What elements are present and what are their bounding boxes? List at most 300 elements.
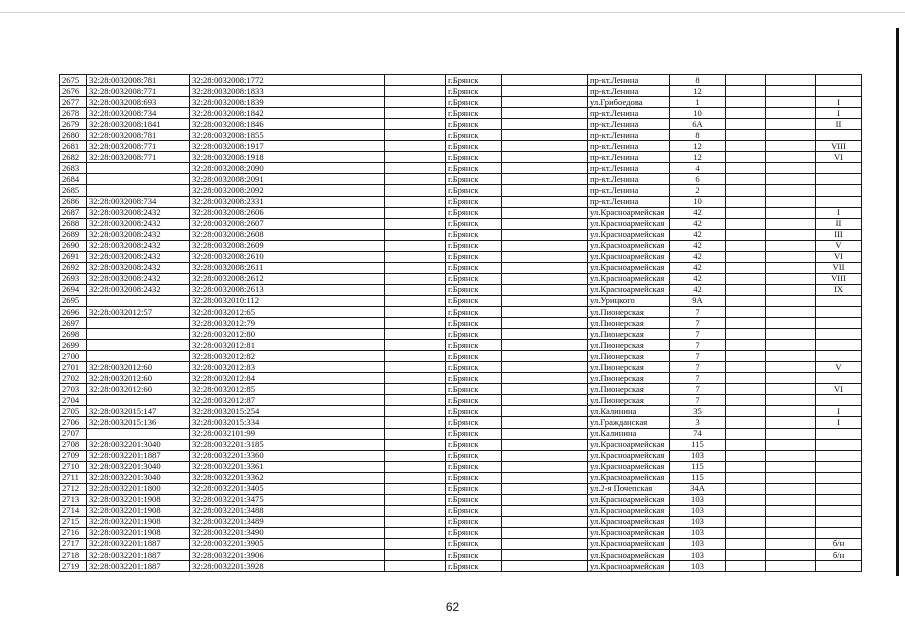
house-number-cell: 3: [670, 417, 726, 428]
premise-number-cell: I: [816, 97, 862, 108]
house-number-cell: 7: [670, 384, 726, 395]
blank-cell: [726, 417, 766, 428]
parent-cadastral-cell: 32:28:0032201:1800: [87, 483, 190, 494]
blank-cell: [766, 483, 816, 494]
blank-cell: [502, 108, 588, 119]
cadastral-number-cell: 32:28:0032008:1839: [190, 97, 385, 108]
city-cell: г.Брянск: [446, 461, 502, 472]
house-number-cell: 103: [670, 538, 726, 549]
blank-cell: [766, 119, 816, 130]
cadastral-number-cell: 32:28:0032201:3361: [190, 461, 385, 472]
blank-cell: [766, 318, 816, 329]
house-number-cell: 7: [670, 351, 726, 362]
blank-cell: [385, 141, 446, 152]
row-number-cell: 2702: [60, 373, 87, 384]
street-cell: ул.Красноармейская: [588, 561, 670, 572]
row-number-cell: 2681: [60, 141, 87, 152]
house-number-cell: 42: [670, 218, 726, 229]
city-cell: г.Брянск: [446, 97, 502, 108]
parent-cadastral-cell: 32:28:0032012:60: [87, 384, 190, 395]
blank-cell: [385, 251, 446, 262]
table-row: [60, 417, 862, 428]
blank-cell: [385, 86, 446, 97]
street-cell: пр-кт.Ленина: [588, 130, 670, 141]
city-cell: г.Брянск: [446, 384, 502, 395]
blank-cell: [502, 362, 588, 373]
blank-cell: [385, 119, 446, 130]
table-row: [60, 251, 862, 262]
parent-cadastral-cell: 32:28:0032008:2432: [87, 262, 190, 273]
parent-cadastral-cell: 32:28:0032008:1841: [87, 119, 190, 130]
street-cell: ул.Красноармейская: [588, 284, 670, 295]
parent-cadastral-cell: 32:28:0032015:147: [87, 406, 190, 417]
street-cell: ул.Калинина: [588, 428, 670, 439]
city-cell: г.Брянск: [446, 119, 502, 130]
parent-cadastral-cell: 32:28:0032008:2432: [87, 218, 190, 229]
parent-cadastral-cell: 32:28:0032008:771: [87, 86, 190, 97]
row-number-cell: 2701: [60, 362, 87, 373]
table-row: [60, 550, 862, 561]
row-number-cell: 2715: [60, 516, 87, 527]
blank-cell: [766, 538, 816, 549]
city-cell: г.Брянск: [446, 75, 502, 86]
blank-cell: [726, 384, 766, 395]
blank-cell: [726, 262, 766, 273]
blank-cell: [726, 141, 766, 152]
cadastral-number-cell: 32:28:0032008:1833: [190, 86, 385, 97]
table-row: [60, 362, 862, 373]
blank-cell: [385, 306, 446, 317]
cadastral-number-cell: 32:28:0032008:2613: [190, 284, 385, 295]
blank-cell: [726, 97, 766, 108]
house-number-cell: 103: [670, 516, 726, 527]
blank-cell: [726, 108, 766, 119]
house-number-cell: 35: [670, 406, 726, 417]
row-number-cell: 2677: [60, 97, 87, 108]
table-row: [60, 494, 862, 505]
street-cell: ул.Красноармейская: [588, 550, 670, 561]
row-number-cell: 2686: [60, 196, 87, 207]
blank-cell: [502, 229, 588, 240]
city-cell: г.Брянск: [446, 362, 502, 373]
blank-cell: [502, 527, 588, 538]
blank-cell: [726, 240, 766, 251]
blank-cell: [385, 152, 446, 163]
blank-cell: [766, 395, 816, 406]
blank-cell: [502, 119, 588, 130]
premise-number-cell: VIII: [816, 141, 862, 152]
parent-cadastral-cell: 32:28:0032201:3040: [87, 472, 190, 483]
table-row: [60, 130, 862, 141]
house-number-cell: 8: [670, 130, 726, 141]
street-cell: пр-кт.Ленина: [588, 174, 670, 185]
street-cell: ул.Красноармейская: [588, 472, 670, 483]
street-cell: ул.Пионерская: [588, 384, 670, 395]
table-row: [60, 86, 862, 97]
cadastral-number-cell: 32:28:0032201:3360: [190, 450, 385, 461]
street-cell: ул.Красноармейская: [588, 207, 670, 218]
cadastral-number-cell: 32:28:0032012:85: [190, 384, 385, 395]
city-cell: г.Брянск: [446, 340, 502, 351]
city-cell: г.Брянск: [446, 395, 502, 406]
house-number-cell: 42: [670, 240, 726, 251]
blank-cell: [766, 561, 816, 572]
house-number-cell: 103: [670, 494, 726, 505]
city-cell: г.Брянск: [446, 218, 502, 229]
parent-cadastral-cell: 32:28:0032008:2432: [87, 229, 190, 240]
blank-cell: [726, 273, 766, 284]
premise-number-cell: [816, 318, 862, 329]
premise-number-cell: б/н: [816, 538, 862, 549]
house-number-cell: 12: [670, 86, 726, 97]
house-number-cell: 42: [670, 229, 726, 240]
blank-cell: [726, 174, 766, 185]
page-number: 62: [445, 600, 460, 614]
parent-cadastral-cell: 32:28:0032201:3040: [87, 461, 190, 472]
table-row: [60, 196, 862, 207]
city-cell: г.Брянск: [446, 152, 502, 163]
row-number-cell: 2713: [60, 494, 87, 505]
parent-cadastral-cell: 32:28:0032201:1908: [87, 527, 190, 538]
blank-cell: [385, 262, 446, 273]
blank-cell: [385, 163, 446, 174]
blank-cell: [726, 329, 766, 340]
city-cell: г.Брянск: [446, 516, 502, 527]
premise-number-cell: [816, 428, 862, 439]
blank-cell: [502, 306, 588, 317]
city-cell: г.Брянск: [446, 196, 502, 207]
premise-number-cell: [816, 561, 862, 572]
table-row: [60, 516, 862, 527]
blank-cell: [766, 174, 816, 185]
street-cell: ул.Грибоедова: [588, 97, 670, 108]
city-cell: г.Брянск: [446, 108, 502, 119]
street-cell: пр-кт.Ленина: [588, 86, 670, 97]
premise-number-cell: [816, 185, 862, 196]
table-row: [60, 561, 862, 572]
blank-cell: [766, 550, 816, 561]
row-number-cell: 2700: [60, 351, 87, 362]
table-row: [60, 340, 862, 351]
house-number-cell: 42: [670, 262, 726, 273]
premise-number-cell: [816, 494, 862, 505]
blank-cell: [766, 108, 816, 119]
blank-cell: [385, 384, 446, 395]
city-cell: г.Брянск: [446, 494, 502, 505]
cadastral-number-cell: 32:28:0032201:3362: [190, 472, 385, 483]
parent-cadastral-cell: 32:28:0032012:60: [87, 362, 190, 373]
blank-cell: [385, 97, 446, 108]
city-cell: г.Брянск: [446, 472, 502, 483]
premise-number-cell: VI: [816, 251, 862, 262]
blank-cell: [726, 472, 766, 483]
parent-cadastral-cell: 32:28:0032008:734: [87, 108, 190, 119]
premise-number-cell: [816, 505, 862, 516]
blank-cell: [385, 406, 446, 417]
blank-cell: [766, 130, 816, 141]
street-cell: ул.Красноармейская: [588, 439, 670, 450]
cadastral-number-cell: 32:28:0032008:2612: [190, 273, 385, 284]
house-number-cell: 10: [670, 108, 726, 119]
blank-cell: [766, 218, 816, 229]
parent-cadastral-cell: 32:28:0032201:1908: [87, 505, 190, 516]
parent-cadastral-cell: 32:28:0032012:60: [87, 373, 190, 384]
row-number-cell: 2692: [60, 262, 87, 273]
blank-cell: [385, 373, 446, 384]
table-row: [60, 483, 862, 494]
table-row: [60, 273, 862, 284]
street-cell: пр-кт.Ленина: [588, 185, 670, 196]
blank-cell: [385, 218, 446, 229]
blank-cell: [502, 185, 588, 196]
street-cell: ул.Пионерская: [588, 340, 670, 351]
cadastral-number-cell: 32:28:0032012:84: [190, 373, 385, 384]
premise-number-cell: [816, 196, 862, 207]
parent-cadastral-cell: 32:28:0032008:2432: [87, 273, 190, 284]
table-row: [60, 428, 862, 439]
blank-cell: [502, 251, 588, 262]
street-cell: ул.Пионерская: [588, 373, 670, 384]
city-cell: г.Брянск: [446, 538, 502, 549]
parent-cadastral-cell: [87, 295, 190, 306]
blank-cell: [502, 75, 588, 86]
city-cell: г.Брянск: [446, 251, 502, 262]
blank-cell: [502, 86, 588, 97]
cadastral-number-cell: 32:28:0032008:2608: [190, 229, 385, 240]
blank-cell: [385, 229, 446, 240]
street-cell: ул.Красноармейская: [588, 240, 670, 251]
blank-cell: [502, 130, 588, 141]
parent-cadastral-cell: 32:28:0032201:1887: [87, 550, 190, 561]
registry-table-body: [60, 75, 862, 572]
cadastral-number-cell: 32:28:0032012:65: [190, 306, 385, 317]
premise-number-cell: [816, 439, 862, 450]
city-cell: г.Брянск: [446, 229, 502, 240]
table-row: [60, 240, 862, 251]
premise-number-cell: I: [816, 207, 862, 218]
blank-cell: [766, 527, 816, 538]
blank-cell: [502, 196, 588, 207]
table-row: [60, 108, 862, 119]
table-row: [60, 75, 862, 86]
street-cell: ул.Красноармейская: [588, 450, 670, 461]
blank-cell: [502, 318, 588, 329]
blank-cell: [385, 185, 446, 196]
house-number-cell: 115: [670, 461, 726, 472]
table-row: [60, 318, 862, 329]
blank-cell: [502, 284, 588, 295]
blank-cell: [726, 351, 766, 362]
parent-cadastral-cell: 32:28:0032201:1908: [87, 516, 190, 527]
premise-number-cell: VI: [816, 152, 862, 163]
house-number-cell: 1: [670, 97, 726, 108]
city-cell: г.Брянск: [446, 561, 502, 572]
blank-cell: [766, 141, 816, 152]
row-number-cell: 2675: [60, 75, 87, 86]
scan-top-rule: [0, 12, 905, 13]
blank-cell: [502, 561, 588, 572]
blank-cell: [726, 450, 766, 461]
house-number-cell: 6: [670, 174, 726, 185]
blank-cell: [502, 351, 588, 362]
row-number-cell: 2704: [60, 395, 87, 406]
blank-cell: [766, 185, 816, 196]
row-number-cell: 2711: [60, 472, 87, 483]
street-cell: ул.Красноармейская: [588, 229, 670, 240]
row-number-cell: 2718: [60, 550, 87, 561]
premise-number-cell: II: [816, 218, 862, 229]
table-row: [60, 306, 862, 317]
street-cell: ул.Пионерская: [588, 362, 670, 373]
house-number-cell: 103: [670, 527, 726, 538]
blank-cell: [766, 494, 816, 505]
house-number-cell: 7: [670, 329, 726, 340]
blank-cell: [726, 439, 766, 450]
row-number-cell: 2694: [60, 284, 87, 295]
parent-cadastral-cell: [87, 329, 190, 340]
row-number-cell: 2709: [60, 450, 87, 461]
premise-number-cell: [816, 461, 862, 472]
blank-cell: [385, 75, 446, 86]
premise-number-cell: [816, 174, 862, 185]
table-row: [60, 284, 862, 295]
premise-number-cell: [816, 351, 862, 362]
blank-cell: [766, 373, 816, 384]
row-number-cell: 2705: [60, 406, 87, 417]
cadastral-number-cell: 32:28:0032008:2607: [190, 218, 385, 229]
city-cell: г.Брянск: [446, 318, 502, 329]
city-cell: г.Брянск: [446, 240, 502, 251]
blank-cell: [502, 295, 588, 306]
row-number-cell: 2688: [60, 218, 87, 229]
blank-cell: [502, 373, 588, 384]
parent-cadastral-cell: 32:28:0032008:771: [87, 141, 190, 152]
city-cell: г.Брянск: [446, 163, 502, 174]
blank-cell: [726, 318, 766, 329]
city-cell: г.Брянск: [446, 417, 502, 428]
blank-cell: [726, 406, 766, 417]
row-number-cell: 2679: [60, 119, 87, 130]
blank-cell: [726, 75, 766, 86]
street-cell: пр-кт.Ленина: [588, 141, 670, 152]
blank-cell: [502, 406, 588, 417]
row-number-cell: 2687: [60, 207, 87, 218]
blank-cell: [502, 218, 588, 229]
blank-cell: [502, 494, 588, 505]
city-cell: г.Брянск: [446, 273, 502, 284]
blank-cell: [385, 494, 446, 505]
row-number-cell: 2696: [60, 306, 87, 317]
table-row: [60, 439, 862, 450]
city-cell: г.Брянск: [446, 174, 502, 185]
table-row: [60, 461, 862, 472]
blank-cell: [766, 384, 816, 395]
cadastral-number-cell: 32:28:0032008:2611: [190, 262, 385, 273]
parent-cadastral-cell: 32:28:0032201:1908: [87, 494, 190, 505]
blank-cell: [726, 373, 766, 384]
street-cell: пр-кт.Ленина: [588, 152, 670, 163]
blank-cell: [385, 516, 446, 527]
premise-number-cell: I: [816, 108, 862, 119]
premise-number-cell: IX: [816, 284, 862, 295]
cadastral-number-cell: 32:28:0032008:1918: [190, 152, 385, 163]
row-number-cell: 2698: [60, 329, 87, 340]
table-row: [60, 527, 862, 538]
blank-cell: [385, 174, 446, 185]
blank-cell: [766, 273, 816, 284]
city-cell: г.Брянск: [446, 130, 502, 141]
city-cell: г.Брянск: [446, 550, 502, 561]
house-number-cell: 42: [670, 251, 726, 262]
street-cell: ул.Красноармейская: [588, 262, 670, 273]
blank-cell: [502, 97, 588, 108]
blank-cell: [385, 284, 446, 295]
premise-number-cell: V: [816, 240, 862, 251]
blank-cell: [726, 163, 766, 174]
blank-cell: [726, 483, 766, 494]
blank-cell: [385, 439, 446, 450]
street-cell: ул.Красноармейская: [588, 538, 670, 549]
blank-cell: [502, 240, 588, 251]
parent-cadastral-cell: [87, 174, 190, 185]
blank-cell: [726, 119, 766, 130]
blank-cell: [385, 461, 446, 472]
blank-cell: [726, 229, 766, 240]
row-number-cell: 2699: [60, 340, 87, 351]
blank-cell: [726, 395, 766, 406]
house-number-cell: 115: [670, 439, 726, 450]
street-cell: ул.Калинина: [588, 406, 670, 417]
blank-cell: [385, 295, 446, 306]
row-number-cell: 2708: [60, 439, 87, 450]
blank-cell: [502, 329, 588, 340]
cadastral-number-cell: 32:28:0032201:3405: [190, 483, 385, 494]
blank-cell: [766, 207, 816, 218]
blank-cell: [766, 86, 816, 97]
blank-cell: [766, 472, 816, 483]
blank-cell: [385, 417, 446, 428]
blank-cell: [385, 130, 446, 141]
blank-cell: [726, 152, 766, 163]
blank-cell: [726, 561, 766, 572]
city-cell: г.Брянск: [446, 141, 502, 152]
parent-cadastral-cell: 32:28:0032008:781: [87, 130, 190, 141]
table-row: [60, 472, 862, 483]
row-number-cell: 2707: [60, 428, 87, 439]
blank-cell: [766, 229, 816, 240]
blank-cell: [766, 295, 816, 306]
blank-cell: [502, 450, 588, 461]
street-cell: ул.Красноармейская: [588, 494, 670, 505]
row-number-cell: 2680: [60, 130, 87, 141]
street-cell: ул.Красноармейская: [588, 516, 670, 527]
street-cell: ул.Красноармейская: [588, 461, 670, 472]
cadastral-number-cell: 32:28:0032015:254: [190, 406, 385, 417]
parent-cadastral-cell: 32:28:0032201:1887: [87, 561, 190, 572]
blank-cell: [385, 362, 446, 373]
row-number-cell: 2676: [60, 86, 87, 97]
cadastral-number-cell: 32:28:0032008:2609: [190, 240, 385, 251]
premise-number-cell: VII: [816, 262, 862, 273]
city-cell: г.Брянск: [446, 483, 502, 494]
blank-cell: [726, 340, 766, 351]
parent-cadastral-cell: 32:28:0032012:57: [87, 306, 190, 317]
blank-cell: [502, 439, 588, 450]
house-number-cell: 34А: [670, 483, 726, 494]
street-cell: пр-кт.Ленина: [588, 163, 670, 174]
cadastral-number-cell: 32:28:0032008:2606: [190, 207, 385, 218]
street-cell: пр-кт.Ленина: [588, 75, 670, 86]
